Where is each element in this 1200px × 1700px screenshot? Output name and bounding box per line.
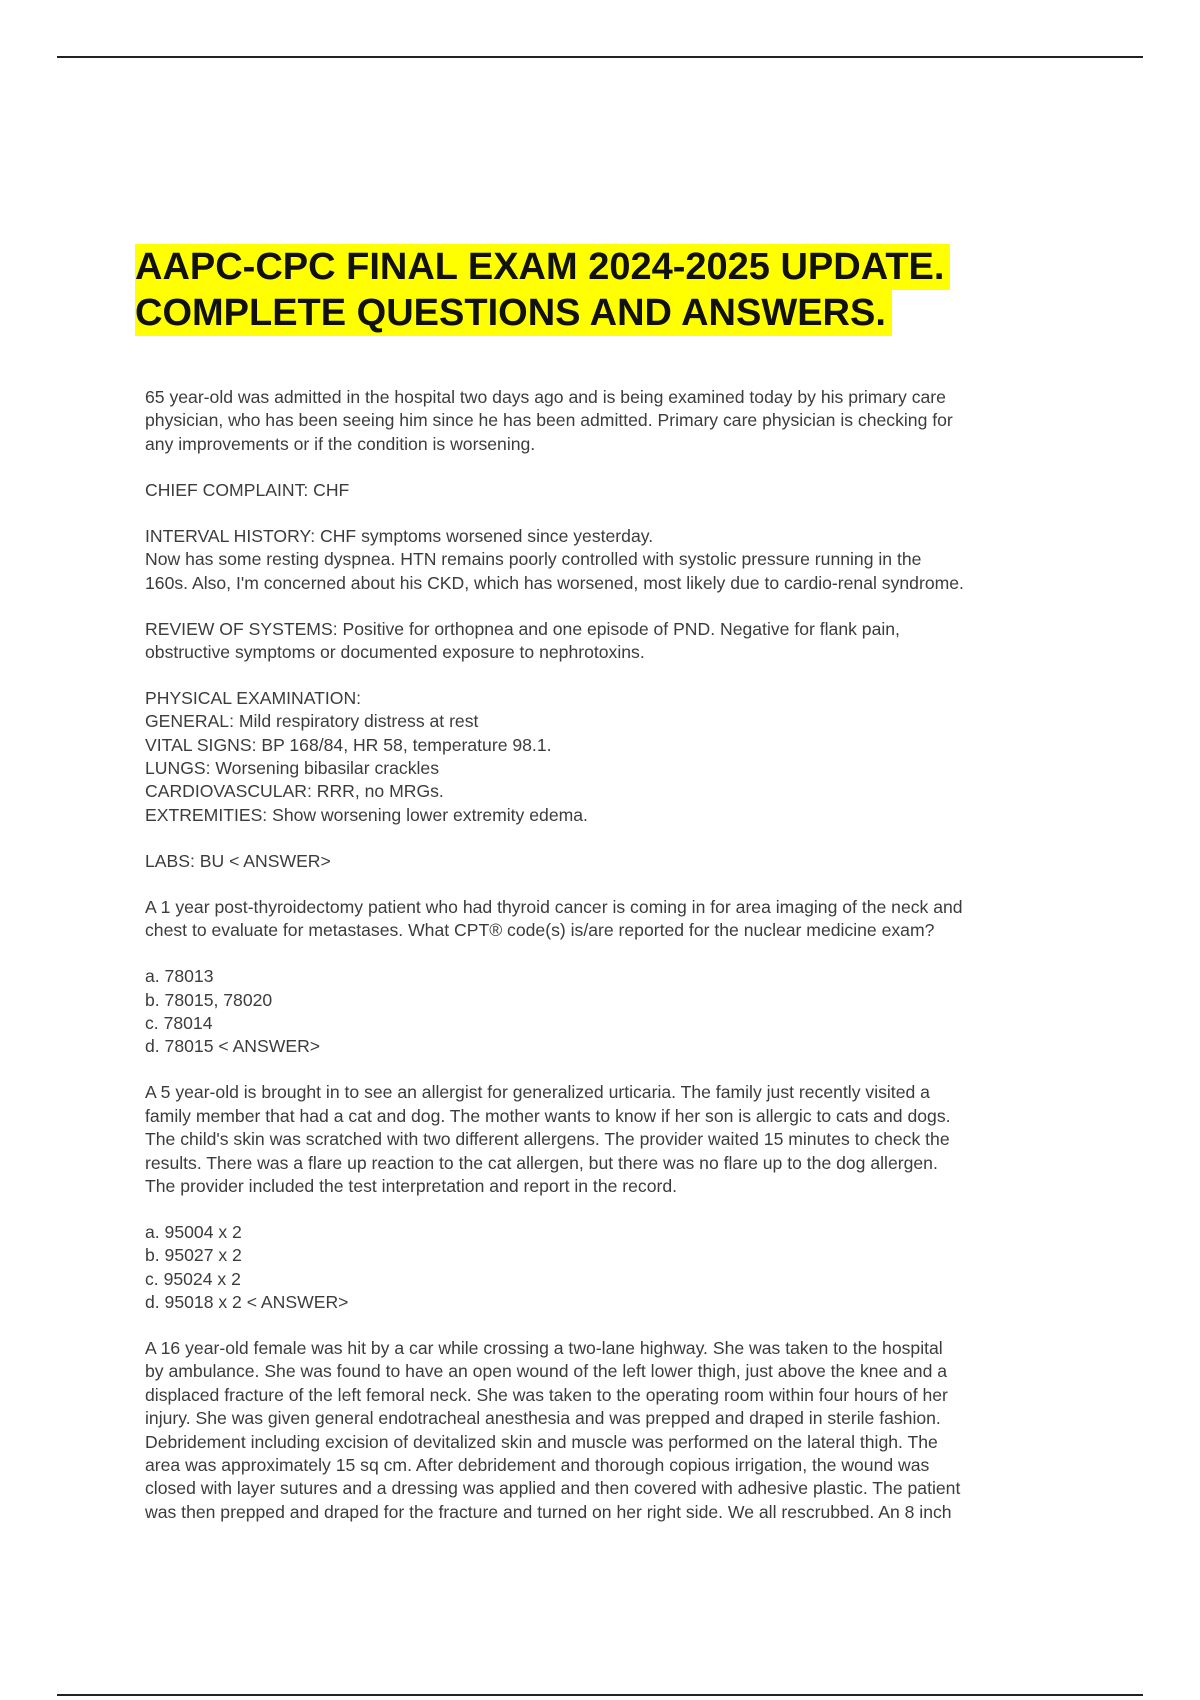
paragraph-gap [145, 827, 1090, 850]
paragraph [145, 1337, 1090, 1524]
bottom-rule [57, 1694, 1143, 1696]
paragraph [145, 965, 1090, 1059]
text-line: by ambulance. She was found to have an open wound of the left lower thigh, just above the knee and a [145, 1361, 948, 1382]
text-line: a. 95004 x 2 [145, 1221, 242, 1242]
text-line: 160s. Also, I'm concerned about his CKD, which has worsened, most likely due to cardio-renal syndrome. [145, 572, 964, 593]
paragraph-gap [145, 595, 1090, 618]
text-line: chest to evaluate for metastases. What CPT® code(s) is/are reported for the nuclear medicine exam? [145, 920, 935, 941]
text-line: obstructive symptoms or documented exposure to nephrotoxins. [145, 641, 645, 662]
paragraph-gap [145, 873, 1090, 896]
paragraph-gap [145, 1314, 1090, 1337]
text-line: A 16 year-old female was hit by a car while crossing a two-lane highway. She was taken to the hospital [145, 1338, 943, 1359]
text-line: d. 95018 x 2 < ANSWER> [145, 1292, 349, 1313]
paragraph-gap [145, 456, 1090, 479]
text-line: GENERAL: Mild respiratory distress at rest [145, 711, 479, 732]
paragraph [145, 479, 1090, 502]
text-line: CARDIOVASCULAR: RRR, no MRGs. [145, 781, 444, 802]
text-line: a. 78013 [145, 966, 214, 987]
paragraph [145, 1081, 1090, 1198]
text-line: A 1 year post-thyroidectomy patient who had thyroid cancer is coming in for area imaging of the neck and [145, 896, 963, 917]
text-line: displaced fracture of the left femoral neck. She was taken to the operating room within four hours of her [145, 1384, 948, 1405]
text-line: Debridement including excision of devitalized skin and muscle was performed on the lateral thigh. The [145, 1431, 938, 1452]
text-line: physician, who has been seeing him since he has been admitted. Primary care physician is checking for [145, 410, 953, 431]
text-line: REVIEW OF SYSTEMS: Positive for orthopnea and one episode of PND. Negative for flank pain, [145, 618, 900, 639]
text-line: b. 95027 x 2 [145, 1245, 242, 1266]
paragraph-gap [145, 943, 1090, 966]
text-line: closed with layer sutures and a dressing was applied and then covered with adhesive plastic. The patient [145, 1478, 961, 1499]
paragraph [145, 850, 1090, 873]
text-line: area was approximately 15 sq cm. After debridement and thorough copious irrigation, the wound was [145, 1455, 930, 1475]
text-line: The provider included the test interpretation and report in the record. [145, 1175, 678, 1196]
text-line: d. 78015 < ANSWER> [145, 1036, 321, 1057]
title-line-2: COMPLETE QUESTIONS AND ANSWERS. [135, 290, 892, 336]
document-body [145, 386, 1090, 1524]
paragraph [145, 618, 1090, 665]
text-line: results. There was a flare up reaction to the cat allergen, but there was no flare up to the dog allergen. [145, 1152, 938, 1173]
text-line: INTERVAL HISTORY: CHF symptoms worsened since yesterday. [145, 525, 654, 546]
text-line: EXTREMITIES: Show worsening lower extremity edema. [145, 804, 588, 825]
text-line: was then prepped and draped for the fracture and turned on her right side. We all rescrubbed. An 8 inch [145, 1501, 952, 1522]
text-line: LABS: BU < ANSWER> [145, 850, 331, 871]
top-rule [57, 56, 1143, 58]
paragraph [145, 525, 1090, 595]
text-line: A 5 year-old is brought in to see an allergist for generalized urticaria. The family just recently visited a [145, 1082, 930, 1103]
paragraph-gap [145, 1059, 1090, 1082]
document-title [135, 244, 1095, 336]
text-line: family member that had a cat and dog. The mother wants to know if her son is allergic to cats and dogs. [145, 1105, 951, 1126]
paragraph-gap [145, 664, 1090, 687]
text-line: c. 78014 [145, 1012, 213, 1033]
paragraph [145, 896, 1090, 943]
text-line: c. 95024 x 2 [145, 1268, 241, 1289]
paragraph [145, 687, 1090, 827]
paragraph-gap [145, 502, 1090, 525]
paragraph [145, 386, 1090, 456]
text-line: The child's skin was scratched with two different allergens. The provider waited 15 minutes to check the [145, 1129, 950, 1150]
text-line: injury. She was given general endotracheal anesthesia and was prepped and draped in sterile fashion. [145, 1408, 941, 1429]
text-line: b. 78015, 78020 [145, 989, 273, 1010]
text-line: VITAL SIGNS: BP 168/84, HR 58, temperature 98.1. [145, 734, 552, 755]
paragraph [145, 1221, 1090, 1315]
text-line: Now has some resting dyspnea. HTN remains poorly controlled with systolic pressure running in the [145, 549, 922, 570]
title-line-1: AAPC-CPC FINAL EXAM 2024-2025 UPDATE. [135, 244, 950, 290]
text-line: LUNGS: Worsening bibasilar crackles [145, 758, 439, 779]
paragraph-gap [145, 1198, 1090, 1221]
text-line: 65 year-old was admitted in the hospital two days ago and is being examined today by his primary care [145, 387, 946, 407]
text-line: any improvements or if the condition is worsening. [145, 433, 536, 454]
text-line: PHYSICAL EXAMINATION: [145, 687, 362, 708]
text-line: CHIEF COMPLAINT: CHF [145, 479, 350, 500]
